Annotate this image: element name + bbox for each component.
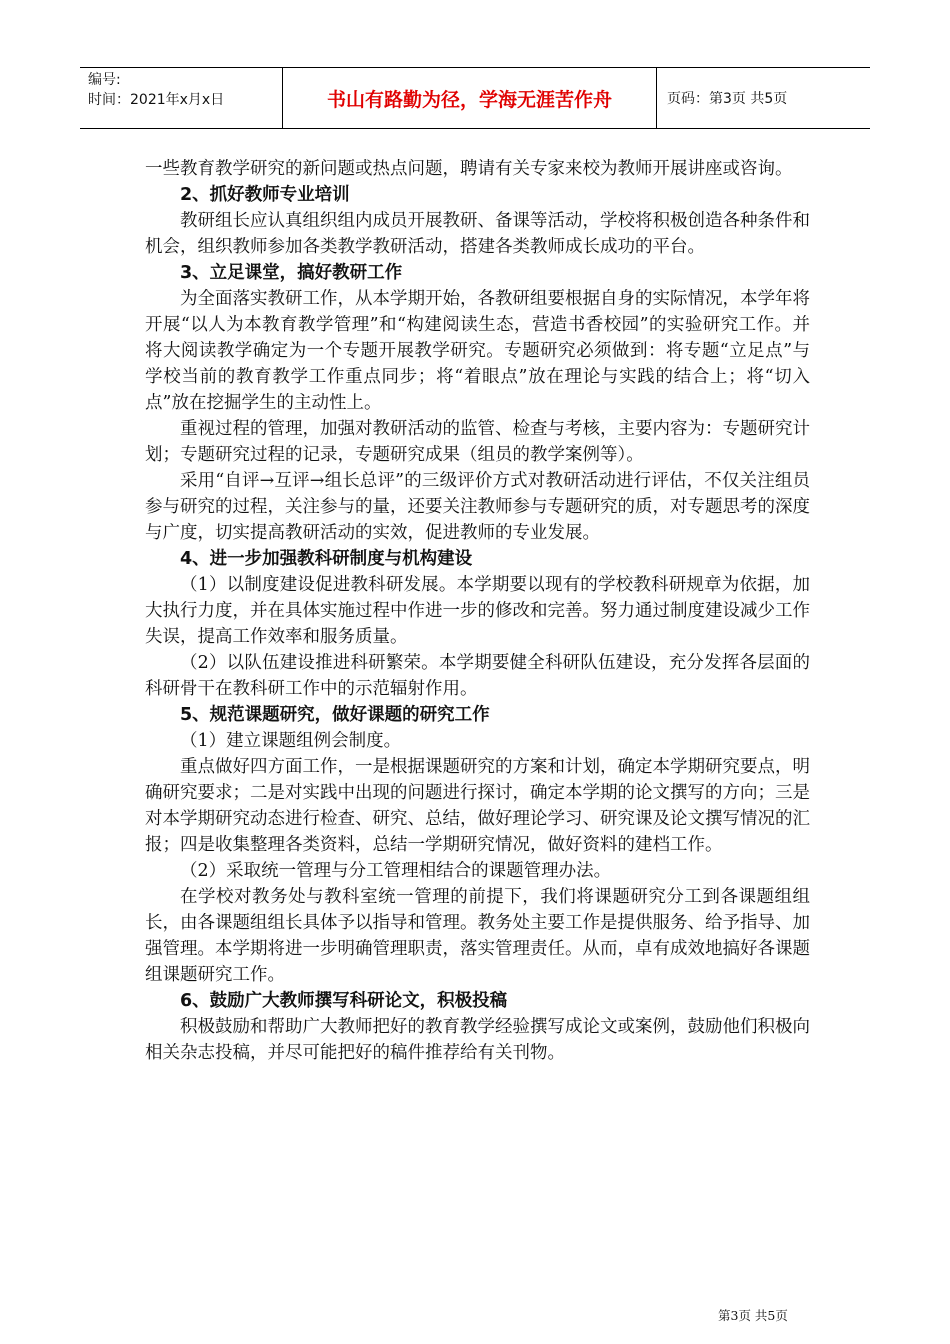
- paragraph: 一些教育教学研究的新问题或热点问题，聘请有关专家来校为教师开展讲座或咨询。: [145, 159, 793, 179]
- time-label: 时间：2021年x月x日: [88, 92, 225, 108]
- paragraph: （1）建立课题组例会制度。: [180, 731, 402, 751]
- paragraph: 在学校对教务处与教科室统一管理的前提下，我们将课题研究分工到各课题组组长，由各课题组组长具体予以指导和管理。教务处主要工作是提供服务、给予指导、加强管理。本学期将进一步明确管理职责，落实管理责任。从而，卓有成效地搞好各课题组课题研究工作。: [145, 887, 810, 985]
- paragraph: 积极鼓励和帮助广大教师把好的教育教学经验撰写成论文或案例，鼓励他们积极向相关杂志投稿，并尽可能把好的稿件推荐给有关刊物。: [145, 1017, 810, 1063]
- header-info-cell: [80, 68, 283, 128]
- paragraph: 采用“自评→互评→组长总评”的三级评价方式对教研活动进行评估，不仅关注组员参与研究的过程，关注参与的量，还要关注教师参与专题研究的质，对专题思考的深度与广度，切实提高教研活动的实效，促进教师的专业发展。: [145, 471, 810, 543]
- paragraph: 重视过程的管理，加强对教研活动的监管、检查与考核，主要内容为：专题研究计划；专题研究过程的记录，专题研究成果（组员的教学案例等）。: [145, 419, 810, 465]
- paragraph: （2）采取统一管理与分工管理相结合的课题管理办法。: [180, 861, 612, 881]
- section-heading: 6、鼓励广大教师撰写科研论文，积极投稿: [180, 991, 508, 1011]
- section-heading: 4、进一步加强教科研制度与机构建设: [180, 549, 473, 569]
- page-footer: 第3页 共5页: [718, 1308, 788, 1323]
- number-label: 编号:: [88, 72, 121, 88]
- section-heading: 3、立足课堂，搞好教研工作: [180, 263, 403, 283]
- section-heading: 5、规范课题研究，做好课题的研究工作: [180, 705, 490, 725]
- document-body: [145, 156, 810, 1066]
- paragraph: 重点做好四方面工作，一是根据课题研究的方案和计划，确定本学期研究要点，明确研究要求；二是对实践中出现的问题进行探讨，确定本学期的论文撰写的方向；三是对本学期研究动态进行检查、研究、总结，做好理论学习、研究课及论文撰写情况的汇报；四是收集整理各类资料，总结一学期研究情况，做好资料的建档工作。: [145, 757, 810, 855]
- section-heading: 2、抓好教师专业培训: [180, 185, 350, 205]
- paragraph: 为全面落实教研工作，从本学期开始，各教研组要根据自身的实际情况，本学年将开展“以人为本教育教学管理”和“构建阅读生态，营造书香校园”的实验研究工作。并将大阅读教学确定为一个专题开展教学研究。专题研究必须做到：将专题“立足点”与学校当前的教育教学工作重点同步；将“着眼点”放在理论与实践的结合上；将“切入点”放在挖掘学生的主动性上。: [145, 289, 810, 413]
- page-header: [80, 67, 870, 129]
- header-motto: 书山有路勤为径，学海无涯苦作舟: [283, 68, 657, 128]
- header-page-label: 页码：第3页 共5页: [667, 91, 788, 107]
- paragraph: （2）以队伍建设推进科研繁荣。本学期要健全科研队伍建设，充分发挥各层面的科研骨干在教科研工作中的示范辐射作用。: [145, 653, 810, 699]
- paragraph: （1）以制度建设促进教科研发展。本学期要以现有的学校教科研规章为依据，加大执行力度，并在具体实施过程中作进一步的修改和完善。努力通过制度建设减少工作失误，提高工作效率和服务质量。: [145, 575, 810, 647]
- paragraph: 教研组长应认真组织组内成员开展教研、备课等活动，学校将积极创造各种条件和机会，组织教师参加各类教学教研活动，搭建各类教师成长成功的平台。: [145, 211, 810, 257]
